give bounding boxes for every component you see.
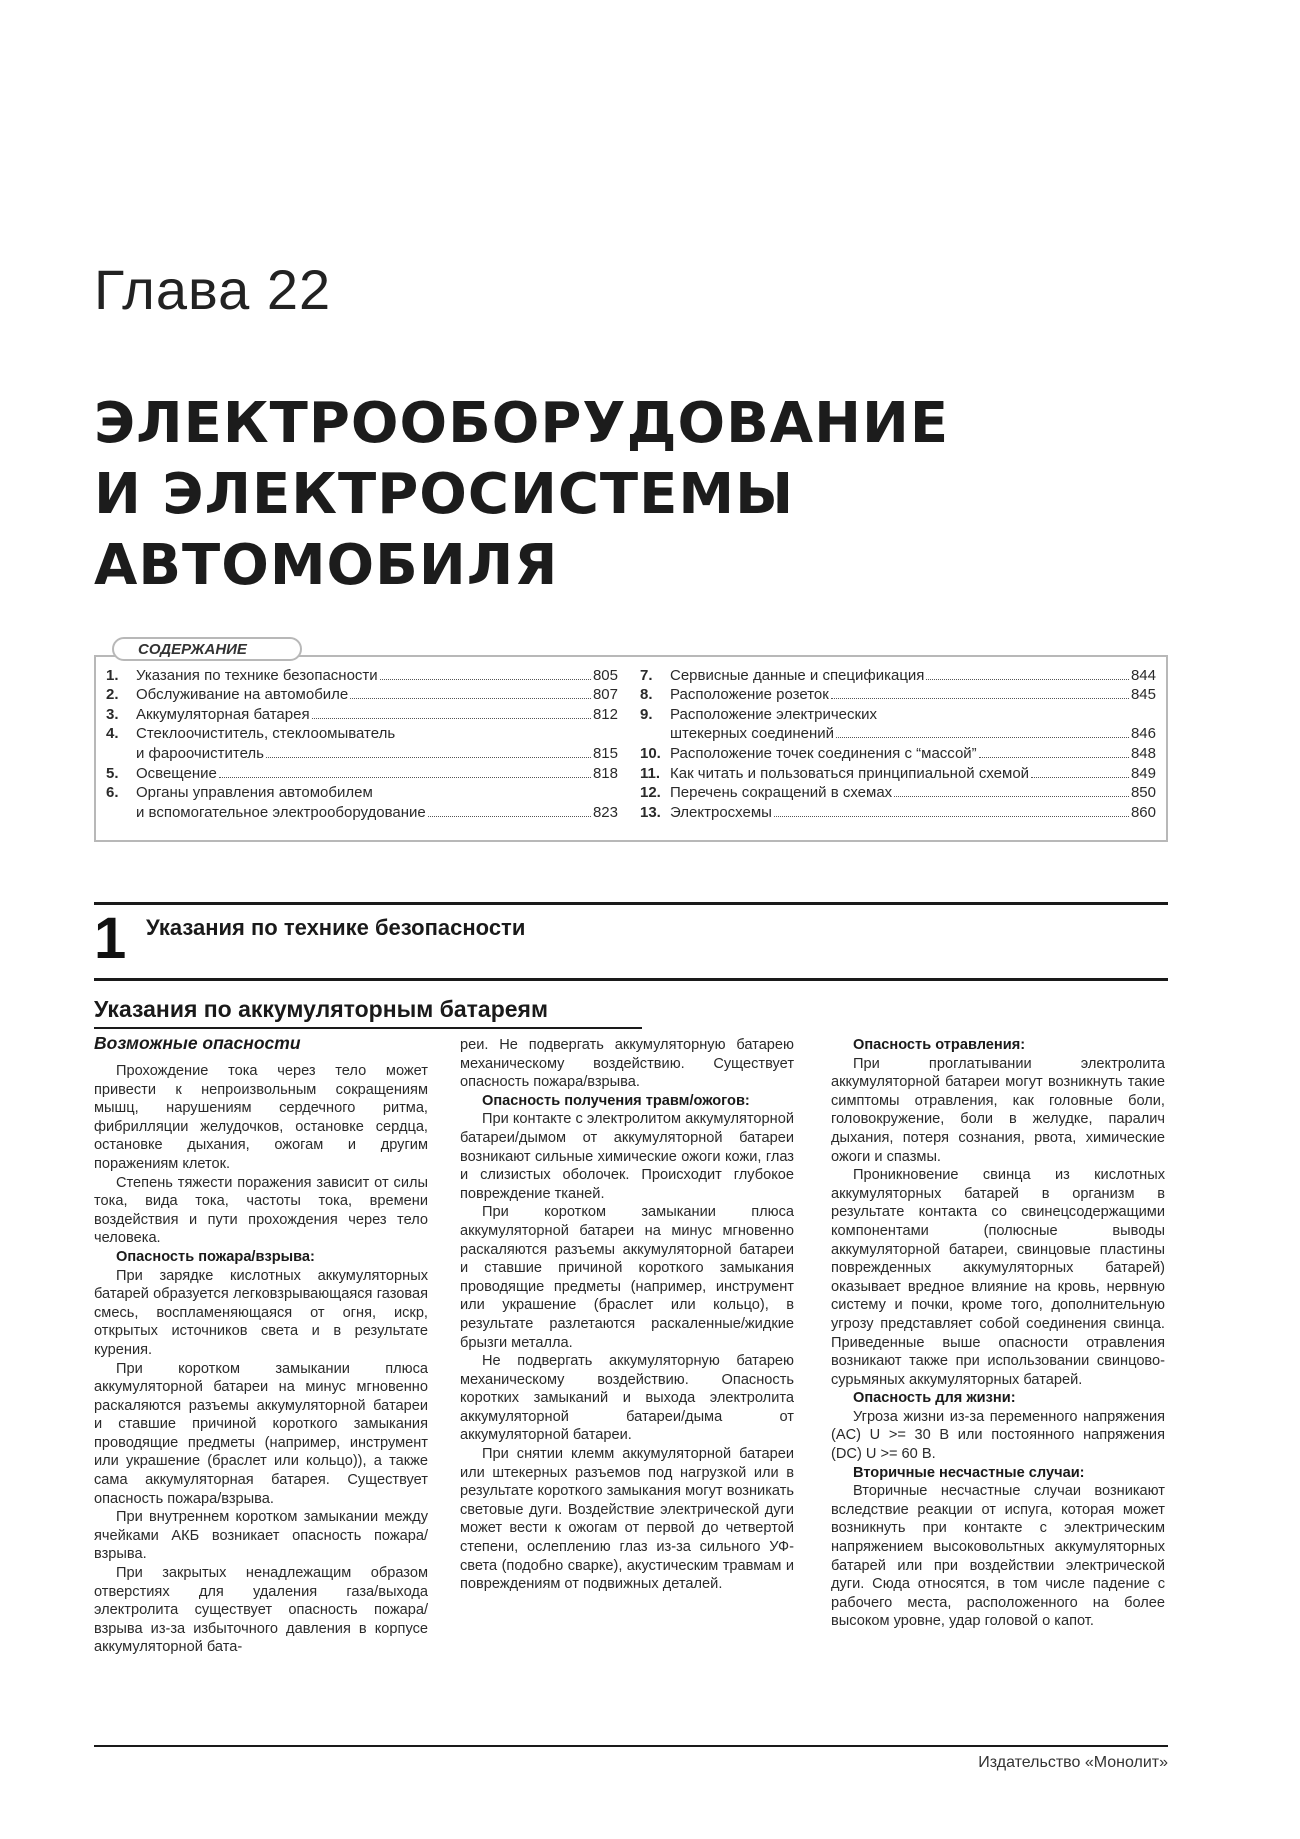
toc-leader xyxy=(894,796,1129,797)
toc-entry-number: 8. xyxy=(640,686,653,704)
section-top-rule xyxy=(94,902,1168,905)
toc-entry[interactable] xyxy=(640,704,1156,724)
paragraph: Угроза жизни из-за переменного напряжения (AC) U >= 30 В или постоянного напряжения (DC) U >= 60 В. xyxy=(831,1408,1165,1463)
column-heading: Возможные опасности xyxy=(94,1033,301,1053)
paragraph: Не подвергать аккумуляторную батарею механическому воздействию. Опасность коротких замыканий и выхода электролита аккумуляторной батареи/дыма от аккумуляторной батареи. xyxy=(460,1353,794,1444)
toc-entry-title: Расположение электрических xyxy=(670,705,877,723)
toc-entry-number: 4. xyxy=(106,725,119,743)
toc-entry-number: 1. xyxy=(106,666,119,684)
contents-heading: СОДЕРЖАНИЕ xyxy=(112,637,302,661)
toc-leader xyxy=(312,718,591,719)
paragraph: При закрытых ненадлежащим образом отверстиях для удаления газа/выхода электролита существует опасность пожара/взрыва из-за избыточного давления в корпусе аккумуляторной бата- xyxy=(94,1565,428,1656)
toc-leader xyxy=(926,679,1129,680)
toc-entry-number: 9. xyxy=(640,705,653,723)
toc-entry-title: Как читать и пользоваться принципиальной схемой xyxy=(670,764,1030,782)
toc-entry-title: Сервисные данные и спецификация xyxy=(670,666,925,684)
toc-leader xyxy=(428,816,591,817)
toc-entry[interactable] xyxy=(106,704,618,724)
text-column-1 xyxy=(94,1032,428,1657)
paragraph: При контакте с электролитом аккумуляторной батареи/дымом от аккумуляторной батареи возникают сильные химические ожоги кожи, глаз и слизистых оболочек. Происходит глубокое повреждение тканей. xyxy=(460,1111,794,1202)
contents-left-column xyxy=(106,665,618,822)
toc-entry-title-cont: и фароочиститель xyxy=(136,744,264,762)
paragraph-heading: Опасность для жизни: xyxy=(853,1390,1016,1407)
toc-entry[interactable] xyxy=(106,665,618,685)
toc-entry[interactable] xyxy=(640,685,1156,705)
toc-entry-number: 5. xyxy=(106,764,119,782)
toc-entry-number: 11. xyxy=(640,764,661,782)
toc-entry-page: 848 xyxy=(1130,744,1156,762)
section-title: Указания по технике безопасности xyxy=(146,915,526,940)
toc-entry-continuation[interactable] xyxy=(640,724,1156,744)
toc-entry-page: 812 xyxy=(592,705,618,723)
toc-entry-page: 846 xyxy=(1130,725,1156,743)
paragraph: При снятии клемм аккумуляторной батареи или штекерных разъемов под нагрузкой или в результате короткого замыкания могут возникать световые дуги. Воздействие электрической дуги может вести к ожогам от первой до четвертой степени, ослеплению глаз из-за сильного УФ-света (подобно сварке), акустическим травмам и повреждениям от подвижных деталей. xyxy=(460,1446,794,1593)
footer-rule xyxy=(94,1745,1168,1747)
toc-entry-page: 850 xyxy=(1130,784,1156,802)
toc-entry-title: Электросхемы xyxy=(670,803,772,821)
paragraph: Проникновение свинца из кислотных аккумуляторных батарей в организм в результате контакта со свинецсодержащими компонентами (полюсные выводы аккумуляторной батареи, свинцовые пластины поврежденных аккумуляторных батарей) оказывает вредное влияние на кровь, нервную систему и почки, кроме того, дополнительную угрозу представляет собой соединения свинца. Приведенные выше опасности отравления возникают также при использовании свинцово-сурьмяных аккумуляторных батарей. xyxy=(831,1167,1165,1388)
publisher-footer: Издательство «Монолит» xyxy=(978,1754,1168,1771)
toc-entry[interactable] xyxy=(106,685,618,705)
toc-entry-page: 849 xyxy=(1130,764,1156,782)
toc-entry-title: Органы управления автомобилем xyxy=(136,784,373,802)
toc-entry-continuation[interactable] xyxy=(106,802,618,822)
section-number: 1 xyxy=(94,906,127,971)
paragraph: При коротком замыкании плюса аккумуляторной батареи на минус мгновенно раскаляются разъемы аккумуляторной батареи и ставшие причиной короткого замыкания проводящие предметы (например, инструмент или украшение (браслет или кольцо)), а также сама аккумуляторная батарея. Существует опасность пожара/взрыва. xyxy=(94,1360,428,1507)
chapter-title xyxy=(94,388,949,601)
toc-leader xyxy=(350,698,591,699)
toc-entry-title: Обслуживание на автомобиле xyxy=(136,686,349,704)
paragraph: Вторичные несчастные случаи возникают вследствие реакции от испуга, которая может возникнуть при контакте с электрическим напряжением высоковольтных аккумуляторных батарей или при воздействии электрической дуги. Сюда относятся, в том числе падение с рабочего места, расположенного на более высоком уровне, удар головой о капот. xyxy=(831,1483,1165,1630)
toc-entry[interactable] xyxy=(106,724,618,744)
toc-entry-title: Перечень сокращений в схемах xyxy=(670,784,893,802)
toc-entry-continuation[interactable] xyxy=(106,743,618,763)
chapter-title-line: И ЭЛЕКТРОСИСТЕМЫ xyxy=(94,462,795,527)
toc-entry-page: 818 xyxy=(592,764,618,782)
paragraph-heading: Вторичные несчастные случаи: xyxy=(853,1464,1085,1481)
toc-entry-page: 807 xyxy=(592,686,618,704)
toc-entry-number: 12. xyxy=(640,784,661,802)
toc-entry-title: Освещение xyxy=(136,764,217,782)
chapter-title-line: ЭЛЕКТРООБОРУДОВАНИЕ xyxy=(94,391,950,456)
toc-leader xyxy=(266,757,591,758)
toc-entry[interactable] xyxy=(640,763,1156,783)
paragraph: реи. Не подвергать аккумуляторную батарею механическому воздействию. Существует опасность пожара/взрыва. xyxy=(460,1037,794,1091)
toc-entry-page: 805 xyxy=(592,666,618,684)
text-column-3 xyxy=(831,1036,1165,1631)
paragraph-heading: Опасность пожара/взрыва: xyxy=(116,1248,315,1265)
toc-leader xyxy=(774,816,1129,817)
toc-entry-number: 7. xyxy=(640,666,653,684)
toc-leader xyxy=(1031,777,1129,778)
toc-entry[interactable] xyxy=(106,783,618,803)
paragraph: При внутреннем коротком замыкании между ячейками АКБ возникает опасность пожара/взрыва. xyxy=(94,1509,428,1563)
toc-entry[interactable] xyxy=(106,763,618,783)
subsection-title: Указания по аккумуляторным батареям xyxy=(94,996,548,1022)
toc-entry[interactable] xyxy=(640,802,1156,822)
toc-entry-title-cont: и вспомогательное электрооборудование xyxy=(136,803,426,821)
toc-entry[interactable] xyxy=(640,665,1156,685)
chapter-title-line: АВТОМОБИЛЯ xyxy=(94,533,559,598)
toc-entry-number: 2. xyxy=(106,686,119,704)
toc-entry-title: Аккумуляторная батарея xyxy=(136,705,310,723)
paragraph: При коротком замыкании плюса аккумуляторной батареи на минус мгновенно раскаляются разъемы аккумуляторной батареи и ставшие причиной короткого замыкания проводящие предметы (например, инструмент или украшение (браслет или кольцо), в результате разлетаются раскаленные/жидкие брызги металла. xyxy=(460,1204,794,1351)
toc-entry[interactable] xyxy=(640,783,1156,803)
toc-entry-number: 3. xyxy=(106,705,119,723)
toc-entry-number: 6. xyxy=(106,784,119,802)
toc-entry-number: 10. xyxy=(640,744,661,762)
paragraph-heading: Опасность получения травм/ожогов: xyxy=(482,1092,750,1109)
toc-leader xyxy=(380,679,591,680)
toc-entry-page: 823 xyxy=(592,803,618,821)
toc-entry-title: Стеклоочиститель, стеклоомыватель xyxy=(136,725,396,743)
paragraph: При зарядке кислотных аккумуляторных батарей образуется легковзрывающаяся газовая смесь, воспламеняющаяся от огня, искр, открытых источников света и в результате курения. xyxy=(94,1267,428,1358)
toc-leader xyxy=(831,698,1129,699)
paragraph: При проглатывании электролита аккумуляторной батареи могут возникнуть такие симптомы отравления, как головные боли, головокружение, боли в желудке, паралич дыхания, потеря сознания, рвота, химические ожоги и спазмы. xyxy=(831,1055,1165,1165)
toc-leader xyxy=(979,757,1129,758)
toc-entry-title: Расположение точек соединения с “массой” xyxy=(670,744,977,762)
toc-entry-page: 845 xyxy=(1130,686,1156,704)
toc-entry-page: 815 xyxy=(592,744,618,762)
toc-entry-title: Указания по технике безопасности xyxy=(136,666,378,684)
text-column-2 xyxy=(460,1036,794,1594)
toc-entry[interactable] xyxy=(640,743,1156,763)
section-bottom-rule xyxy=(94,978,1168,981)
paragraph: Степень тяжести поражения зависит от силы тока, вида тока, частоты тока, времени воздействия и пути прохождения через тело человека. xyxy=(94,1174,428,1247)
paragraph: Прохождение тока через тело может привести к непроизвольным сокращениям мышц, нарушениям сердечного ритма, фибрилляции желудочков, остановке сердца, остановке дыхания, ожогам и другим поражениям клеток. xyxy=(94,1063,428,1172)
toc-entry-title: Расположение розеток xyxy=(670,686,829,704)
toc-entry-title-cont: штекерных соединений xyxy=(670,725,835,743)
chapter-label: Глава 22 xyxy=(94,258,332,321)
toc-entry-page: 860 xyxy=(1130,803,1156,821)
contents-right-column xyxy=(640,665,1156,822)
toc-entry-page: 844 xyxy=(1130,666,1156,684)
subsection-underline xyxy=(94,1027,642,1029)
toc-entry-number: 13. xyxy=(640,803,661,821)
toc-leader xyxy=(219,777,591,778)
toc-leader xyxy=(836,737,1129,738)
paragraph-heading: Опасность отравления: xyxy=(853,1037,1026,1053)
